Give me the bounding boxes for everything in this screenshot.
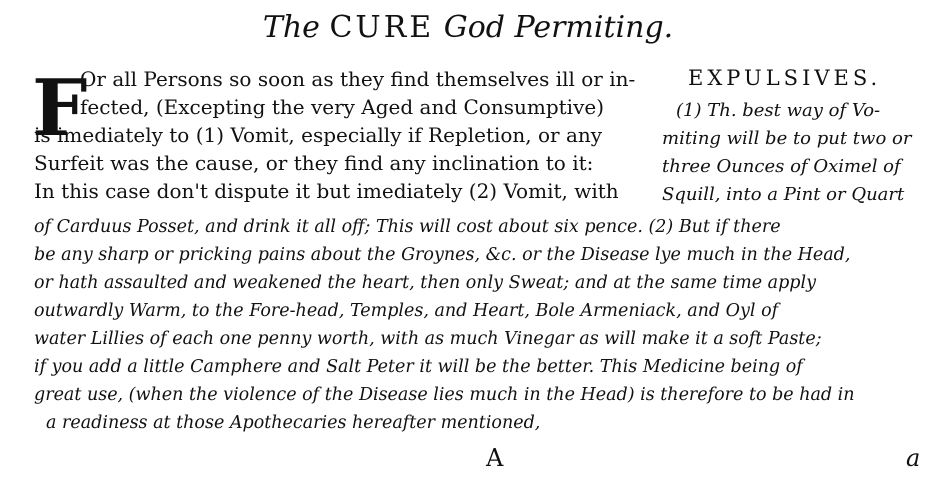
body-line: outwardly Warm, to the Fore-head, Temples, and Heart, Bole Armeniack, and Oyl of (34, 301, 779, 321)
title-cure: CURE (329, 10, 435, 45)
body-line: a readiness at those Apothecaries hereafter mentioned, (46, 413, 541, 433)
col2-line: Squill, into a Pint or Quart (662, 184, 905, 205)
title-god-permiting: God Permiting. (443, 10, 674, 45)
body-line: be any sharp or pricking pains about the Groynes, &c. or the Disease lye much in the Head, (34, 245, 851, 265)
body-line: great use, (when the violence of the Disease lies much in the Head) is therefore to be had in (34, 385, 855, 405)
drop-cap: F (32, 63, 88, 154)
signature-mark: A (486, 444, 504, 472)
col2-line: (1) Th. best way of Vo- (676, 100, 881, 121)
col2-line: miting will be to put two or (662, 128, 912, 149)
col1-line: In this case don't dispute it but imediately (2) Vomit, with (34, 179, 619, 203)
body-line: of Carduus Posset, and drink it all off; This will cost about six pence. (2) But if there (34, 217, 781, 237)
col1-line: is imediately to (1) Vomit, especially if Repletion, or any (34, 123, 603, 147)
col1-line: fected, (Excepting the very Aged and Consumptive) (80, 95, 605, 119)
catchword: a (906, 444, 921, 472)
page-title (0, 10, 936, 45)
col2-line: three Ounces of Oximel of (662, 156, 901, 177)
col1-line: Or all Persons so soon as they find themselves ill or in- (80, 67, 636, 91)
title-the: The (262, 10, 320, 45)
body-line: water Lillies of each one penny worth, with as much Vinegar as will make it a soft Paste; (34, 329, 822, 349)
body-line: or hath assaulted and weakened the heart, then only Sweat; and at the same time apply (34, 273, 816, 293)
col1-line: Surfeit was the cause, or they find any inclination to it: (34, 151, 594, 175)
expulsives-heading: EXPULSIVES. (688, 66, 882, 90)
body-line: if you add a little Camphere and Salt Peter it will be the better. This Medicine being of (34, 357, 803, 377)
